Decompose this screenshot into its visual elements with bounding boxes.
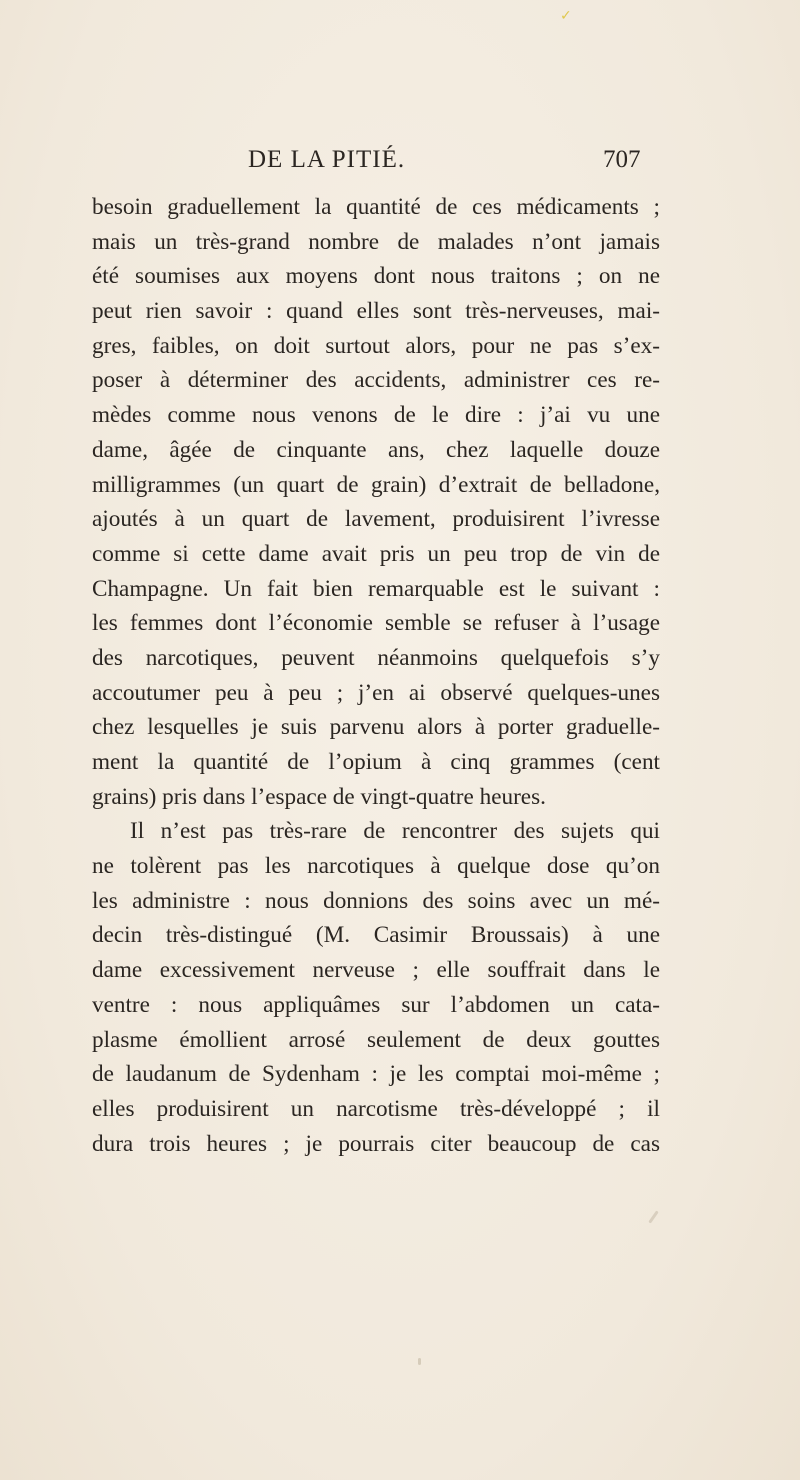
text-line: ne tolèrent pas les narcotiques à quelque dose qu’on	[92, 853, 660, 880]
text-line: mais un très-grand nombre de malades n’ont jamais	[92, 228, 660, 255]
text-line: elles produisirent un narcotisme très-développé ; il	[92, 1095, 660, 1122]
page-number: 707	[603, 146, 641, 173]
text-line: grains) pris dans l’espace de vingt-quatre heures.	[92, 783, 546, 810]
text-line: besoin graduellement la quantité de ces médicaments ;	[92, 194, 660, 220]
text-line: dame, âgée de cinquante ans, chez laquelle douze	[92, 436, 660, 463]
text-line: poser à déterminer des accidents, administrer ces re-	[92, 367, 660, 394]
running-title: DE LA PITIÉ.	[248, 146, 406, 173]
running-header	[0, 146, 800, 186]
text-line: dura trois heures ; je pourrais citer beaucoup de cas	[92, 1130, 660, 1157]
text-line: ventre : nous appliquâmes sur l’abdomen un cata-	[92, 991, 660, 1018]
paper-speck	[648, 1210, 658, 1223]
text-line: comme si cette dame avait pris un peu trop de vin de	[92, 540, 660, 567]
text-line: milligrammes (un quart de grain) d’extrait de belladone,	[92, 471, 660, 498]
body-text	[92, 190, 660, 1161]
text-line: chez lesquelles je suis parvenu alors à porter graduelle-	[92, 714, 660, 741]
text-line: dame excessivement nerveuse ; elle souffrait dans le	[92, 957, 660, 984]
text-line: decin très-distingué (M. Casimir Broussais) à une	[92, 922, 660, 949]
paper-speck	[418, 1358, 421, 1365]
text-line: de laudanum de Sydenham : je les comptai moi-même ;	[92, 1061, 660, 1088]
text-line: été soumises aux moyens dont nous traitons ; on ne	[92, 263, 660, 290]
text-line: les femmes dont l’économie semble se refuser à l’usage	[92, 610, 660, 637]
text-line: les administre : nous donnions des soins avec un mé-	[92, 887, 660, 914]
text-line: peut rien savoir : quand elles sont très-nerveuses, mai-	[92, 298, 660, 325]
ink-mark: ✓	[560, 8, 572, 24]
text-line: gres, faibles, on doit surtout alors, pour ne pas s’ex-	[92, 332, 660, 359]
text-line: des narcotiques, peuvent néanmoins quelquefois s’y	[92, 644, 660, 671]
paragraph-start-line: Il n’est pas très-rare de rencontrer des sujets qui	[130, 818, 660, 845]
text-line: mèdes comme nous venons de le dire : j’ai vu une	[92, 402, 660, 429]
text-line: ajoutés à un quart de lavement, produisirent l’ivresse	[92, 506, 660, 533]
text-line: ment la quantité de l’opium à cinq grammes (cent	[92, 749, 660, 775]
text-line: plasme émollient arrosé seulement de deux gouttes	[92, 1026, 660, 1053]
text-line: Champagne. Un fait bien remarquable est le suivant :	[92, 575, 660, 602]
text-line: accoutumer peu à peu ; j’en ai observé quelques-unes	[92, 679, 660, 706]
